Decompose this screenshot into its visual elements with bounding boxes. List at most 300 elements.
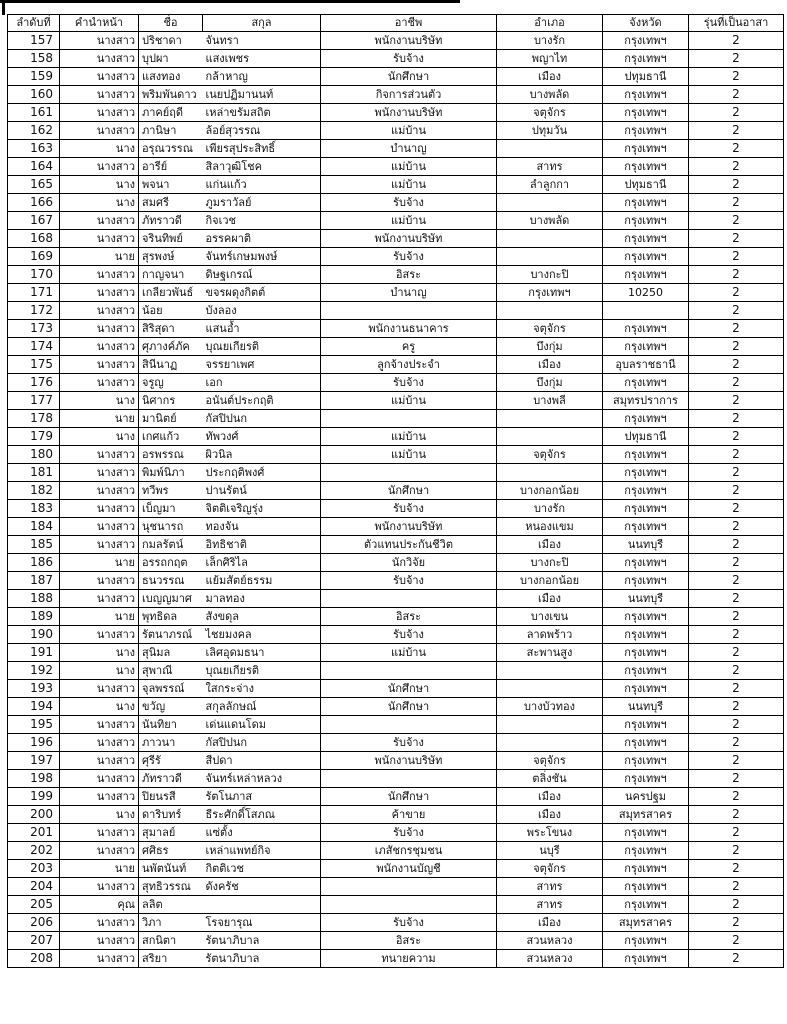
cell-surname: ประกฤติพงศ์ [203,464,321,482]
cell-no: 186 [8,554,60,572]
cell-generation: 2 [689,338,784,356]
cell-occupation: ครู [321,338,497,356]
cell-occupation [321,896,497,914]
cell-surname: อิทธิชาติ [203,536,321,554]
cell-generation: 2 [689,716,784,734]
table-row [8,734,784,752]
cell-no: 171 [8,284,60,302]
cell-occupation: แม่บ้าน [321,644,497,662]
cell-surname: เอก [203,374,321,392]
cell-surname: โรจยารุณ [203,914,321,932]
cell-occupation: แม่บ้าน [321,158,497,176]
cell-name: นพัตนันท์ [139,860,203,878]
top-border-line [0,0,460,3]
cell-generation: 2 [689,554,784,572]
cell-name: พริมพันดาว [139,86,203,104]
cell-name: จรูญ [139,374,203,392]
cell-name: สุพาณี [139,662,203,680]
cell-generation: 2 [689,104,784,122]
cell-title: นาง [60,644,139,662]
cell-generation: 2 [689,932,784,950]
cell-title: นางสาว [60,878,139,896]
cell-generation: 2 [689,842,784,860]
cell-district: นบุรี [497,842,603,860]
cell-title: นาย [60,554,139,572]
cell-generation: 2 [689,752,784,770]
cell-name: สินีนาฏ [139,356,203,374]
cell-surname: ทองจัน [203,518,321,536]
table-row [8,122,784,140]
cell-generation: 2 [689,770,784,788]
cell-district: ปทุมวัน [497,122,603,140]
cell-name: มานิตย์ [139,410,203,428]
cell-province: กรุงเทพฯ [603,50,689,68]
cell-surname: แซ่ตั้ง [203,824,321,842]
cell-occupation: นักศึกษา [321,698,497,716]
cell-title: นางสาว [60,770,139,788]
cell-generation: 2 [689,194,784,212]
cell-occupation: เภสัชกรชุมชน [321,842,497,860]
cell-name: ภาวนา [139,734,203,752]
cell-district [497,140,603,158]
cell-no: 178 [8,410,60,428]
cell-no: 192 [8,662,60,680]
cell-district: ลาดพร้าว [497,626,603,644]
header-surname: สกุล [203,15,321,32]
cell-title: นาง [60,698,139,716]
cell-surname: เหล่าแพทย์กิจ [203,842,321,860]
cell-no: 208 [8,950,60,968]
cell-no: 206 [8,914,60,932]
cell-surname: สกุลลักษณ์ [203,698,321,716]
cell-province: กรุงเทพฯ [603,446,689,464]
cell-generation: 2 [689,482,784,500]
cell-surname: บังลอง [203,302,321,320]
cell-title: นาง [60,662,139,680]
cell-generation: 2 [689,590,784,608]
cell-surname: ดิษฐเกรณ์ [203,266,321,284]
table-row [8,806,784,824]
cell-no: 180 [8,446,60,464]
table-row [8,788,784,806]
cell-title: นางสาว [60,302,139,320]
cell-province [603,302,689,320]
cell-name: พิมพ์นิภา [139,464,203,482]
cell-district: เมือง [497,356,603,374]
cell-no: 163 [8,140,60,158]
cell-occupation: นักศึกษา [321,68,497,86]
cell-occupation [321,590,497,608]
cell-province: นนทบุรี [603,590,689,608]
cell-title: นางสาว [60,752,139,770]
cell-district [497,230,603,248]
cell-title: นางสาว [60,518,139,536]
cell-no: 161 [8,104,60,122]
table-row [8,662,784,680]
header-district: อำเภอ [497,15,603,32]
cell-occupation [321,662,497,680]
cell-district: บึงกุ่ม [497,374,603,392]
table-row [8,86,784,104]
cell-district: สาทร [497,878,603,896]
table-row [8,446,784,464]
cell-province: กรุงเทพฯ [603,932,689,950]
cell-surname: จรรยาเพศ [203,356,321,374]
cell-surname: กิตติเวช [203,860,321,878]
cell-title: นางสาว [60,356,139,374]
cell-province: ปทุมธานี [603,428,689,446]
cell-no: 190 [8,626,60,644]
cell-province: กรุงเทพฯ [603,374,689,392]
cell-name: สุนิมล [139,644,203,662]
cell-no: 196 [8,734,60,752]
cell-district: สาทร [497,896,603,914]
cell-generation: 2 [689,680,784,698]
cell-surname: รัตนาภิบาล [203,932,321,950]
cell-surname: สิลาวุฒิโชค [203,158,321,176]
cell-title: นาง [60,176,139,194]
cell-no: 187 [8,572,60,590]
table-row [8,680,784,698]
cell-surname: เนยปฏิมานนท์ [203,86,321,104]
cell-district: เมือง [497,536,603,554]
cell-generation: 2 [689,500,784,518]
cell-occupation [321,878,497,896]
cell-generation: 2 [689,176,784,194]
cell-province: สมุทรปราการ [603,392,689,410]
cell-district [497,734,603,752]
table-row [8,356,784,374]
cell-name: ทวีพร [139,482,203,500]
cell-surname: เหล่าขรัมสถิต [203,104,321,122]
cell-district [497,716,603,734]
cell-generation: 2 [689,572,784,590]
cell-district: กรุงเทพฯ [497,284,603,302]
table-row [8,50,784,68]
cell-province: กรุงเทพฯ [603,158,689,176]
cell-name: อารีย์ [139,158,203,176]
cell-province: กรุงเทพฯ [603,896,689,914]
cell-title: นาย [60,410,139,428]
cell-surname: ไชยมงคล [203,626,321,644]
cell-district: จตุจักร [497,446,603,464]
cell-name: สิริสุดา [139,320,203,338]
cell-district: พญาไท [497,50,603,68]
cell-surname: ล้อย์สุวรรณ [203,122,321,140]
cell-surname [203,896,321,914]
cell-province: กรุงเทพฯ [603,860,689,878]
cell-name: จรินทิพย์ [139,230,203,248]
cell-district: สวนหลวง [497,950,603,968]
cell-name: อรุณวรรณ [139,140,203,158]
cell-occupation: แม่บ้าน [321,392,497,410]
cell-title: นางสาว [60,374,139,392]
cell-name: ปิยนรสี [139,788,203,806]
cell-title: นางสาว [60,284,139,302]
cell-occupation: นักวิจัย [321,554,497,572]
cell-generation: 2 [689,284,784,302]
cell-occupation: กิจการส่วนตัว [321,86,497,104]
cell-title: นางสาว [60,230,139,248]
cell-name: ศุภางค์ภัค [139,338,203,356]
cell-name: สมศรี [139,194,203,212]
cell-district: เมือง [497,590,603,608]
cell-occupation: แม่บ้าน [321,122,497,140]
cell-province: กรุงเทพฯ [603,212,689,230]
table-row [8,32,784,50]
cell-province: กรุงเทพฯ [603,266,689,284]
cell-generation: 2 [689,248,784,266]
table-row [8,518,784,536]
cell-province: กรุงเทพฯ [603,248,689,266]
cell-generation: 2 [689,950,784,968]
cell-district [497,464,603,482]
cell-title: นางสาว [60,104,139,122]
cell-name: น้อย [139,302,203,320]
cell-occupation: พนักงานธนาคาร [321,320,497,338]
cell-province: สมุทรสาคร [603,914,689,932]
table-row [8,464,784,482]
cell-district: จตุจักร [497,752,603,770]
cell-occupation: บำนาญ [321,140,497,158]
table-row [8,428,784,446]
table-row [8,698,784,716]
cell-title: นางสาว [60,158,139,176]
cell-generation: 2 [689,662,784,680]
header-province: จังหวัด [603,15,689,32]
cell-province: กรุงเทพฯ [603,644,689,662]
cell-no: 182 [8,482,60,500]
cell-occupation: รับจ้าง [321,500,497,518]
cell-province: กรุงเทพฯ [603,734,689,752]
cell-name: รัตนาภรณ์ [139,626,203,644]
cell-surname: ใสกระจ่าง [203,680,321,698]
cell-surname: บุณยเกียรติ [203,662,321,680]
cell-no: 202 [8,842,60,860]
table-row [8,374,784,392]
cell-occupation: รับจ้าง [321,50,497,68]
cell-name: ลลิต [139,896,203,914]
cell-generation: 2 [689,302,784,320]
cell-district: บางเขน [497,608,603,626]
cell-name: กมลรัตน์ [139,536,203,554]
table-row [8,266,784,284]
cell-occupation: นักศึกษา [321,680,497,698]
cell-occupation: ลูกจ้างประจำ [321,356,497,374]
cell-province: กรุงเทพฯ [603,842,689,860]
cell-no: 203 [8,860,60,878]
cell-generation: 2 [689,356,784,374]
cell-province: กรุงเทพฯ [603,518,689,536]
cell-province: กรุงเทพฯ [603,572,689,590]
cell-no: 181 [8,464,60,482]
cell-surname: กัสปิปนก [203,734,321,752]
cell-province: นครปฐม [603,788,689,806]
table-row [8,572,784,590]
cell-title: นางสาว [60,536,139,554]
cell-title: นาง [60,806,139,824]
cell-name: สริยา [139,950,203,968]
table-row [8,194,784,212]
cell-occupation: แม่บ้าน [321,428,497,446]
cell-generation: 2 [689,32,784,50]
header-occupation: อาชีพ [321,15,497,32]
cell-surname: เด่นแดนโดม [203,716,321,734]
cell-surname: ภูมราวัลย์ [203,194,321,212]
cell-province: กรุงเทพฯ [603,194,689,212]
cell-name: อรพรรณ [139,446,203,464]
cell-title: นางสาว [60,320,139,338]
cell-title: นาย [60,248,139,266]
cell-generation: 2 [689,140,784,158]
cell-district: เมือง [497,68,603,86]
table-row [8,284,784,302]
cell-generation: 2 [689,878,784,896]
cell-title: นางสาว [60,122,139,140]
cell-province: กรุงเทพฯ [603,104,689,122]
cell-no: 201 [8,824,60,842]
cell-district: บางรัก [497,500,603,518]
cell-province: กรุงเทพฯ [603,662,689,680]
cell-occupation: แม่บ้าน [321,176,497,194]
cell-name: พจนา [139,176,203,194]
cell-district: เมือง [497,914,603,932]
cell-surname: ธีระศักดิ์โสภณ [203,806,321,824]
cell-generation: 2 [689,464,784,482]
cell-generation: 2 [689,860,784,878]
cell-name: บุปผา [139,50,203,68]
table-row [8,896,784,914]
table-row [8,716,784,734]
table-row [8,590,784,608]
cell-name: ปริชาดา [139,32,203,50]
cell-occupation: พนักงานบริษัท [321,518,497,536]
cell-no: 198 [8,770,60,788]
cell-district: บางพลัด [497,86,603,104]
cell-province: กรุงเทพฯ [603,824,689,842]
table-row [8,212,784,230]
cell-province: กรุงเทพฯ [603,464,689,482]
cell-occupation: อิสระ [321,932,497,950]
cell-title: นางสาว [60,680,139,698]
cell-title: นางสาว [60,338,139,356]
cell-province: สมุทรสาคร [603,806,689,824]
cell-generation: 2 [689,428,784,446]
cell-surname: รัตนาภิบาล [203,950,321,968]
cell-province: 10250 [603,284,689,302]
cell-name: แสงทอง [139,68,203,86]
cell-generation: 2 [689,626,784,644]
cell-no: 199 [8,788,60,806]
cell-no: 185 [8,536,60,554]
cell-province: ปทุมธานี [603,68,689,86]
cell-title: นางสาว [60,716,139,734]
cell-occupation: แม่บ้าน [321,212,497,230]
cell-province: อุบลราชธานี [603,356,689,374]
cell-surname: กัสปิปนก [203,410,321,428]
cell-generation: 2 [689,734,784,752]
cell-surname: บุณยเกียรติ [203,338,321,356]
cell-no: 174 [8,338,60,356]
table-row [8,176,784,194]
cell-title: นาง [60,194,139,212]
cell-occupation: พนักงานบริษัท [321,230,497,248]
cell-occupation: รับจ้าง [321,734,497,752]
table-row [8,554,784,572]
cell-no: 172 [8,302,60,320]
cell-generation: 2 [689,698,784,716]
cell-name: ศุรีรั [139,752,203,770]
cell-title: นาง [60,428,139,446]
table-row [8,320,784,338]
cell-name: กาญจนา [139,266,203,284]
cell-no: 194 [8,698,60,716]
cell-province: นนทบุรี [603,698,689,716]
cell-occupation: อิสระ [321,608,497,626]
cell-generation: 2 [689,788,784,806]
cell-no: 173 [8,320,60,338]
cell-generation: 2 [689,158,784,176]
cell-occupation: แม่บ้าน [321,446,497,464]
cell-no: 159 [8,68,60,86]
table-row [8,104,784,122]
cell-district: บางพลัด [497,212,603,230]
cell-generation: 2 [689,212,784,230]
cell-occupation: รับจ้าง [321,374,497,392]
table-row [8,248,784,266]
cell-occupation: นักศึกษา [321,788,497,806]
table-row [8,158,784,176]
cell-generation: 2 [689,608,784,626]
table-row [8,644,784,662]
cell-occupation: รับจ้าง [321,248,497,266]
cell-district: หนองแขม [497,518,603,536]
cell-province: กรุงเทพฯ [603,680,689,698]
header-title: คำนำหน้า [60,15,139,32]
cell-surname: จันทร์เกษมพงษ์ [203,248,321,266]
table-row [8,932,784,950]
cell-title: นางสาว [60,824,139,842]
cell-occupation: พนักงานบริษัท [321,104,497,122]
cell-surname: รัตโนภาส [203,788,321,806]
cell-occupation: รับจ้าง [321,914,497,932]
cell-occupation: อิสระ [321,266,497,284]
cell-surname: ปานรัตน์ [203,482,321,500]
cell-generation: 2 [689,266,784,284]
table-row [8,68,784,86]
cell-surname: กิจเวช [203,212,321,230]
header-no: ลำดับที่ [8,15,60,32]
cell-occupation: รับจ้าง [321,824,497,842]
cell-no: 175 [8,356,60,374]
cell-province: กรุงเทพฯ [603,122,689,140]
cell-no: 184 [8,518,60,536]
cell-occupation: นักศึกษา [321,482,497,500]
cell-province: กรุงเทพฯ [603,878,689,896]
cell-name: สุมาลย์ [139,824,203,842]
cell-title: นางสาว [60,842,139,860]
cell-generation: 2 [689,518,784,536]
table-row [8,410,784,428]
cell-province: กรุงเทพฯ [603,626,689,644]
cell-surname: ขจรผดุงกิตต์ [203,284,321,302]
cell-no: 164 [8,158,60,176]
cell-district: บางกะปิ [497,266,603,284]
cell-name: ดาริบทร์ [139,806,203,824]
cell-no: 205 [8,896,60,914]
cell-generation: 2 [689,374,784,392]
table-row [8,392,784,410]
